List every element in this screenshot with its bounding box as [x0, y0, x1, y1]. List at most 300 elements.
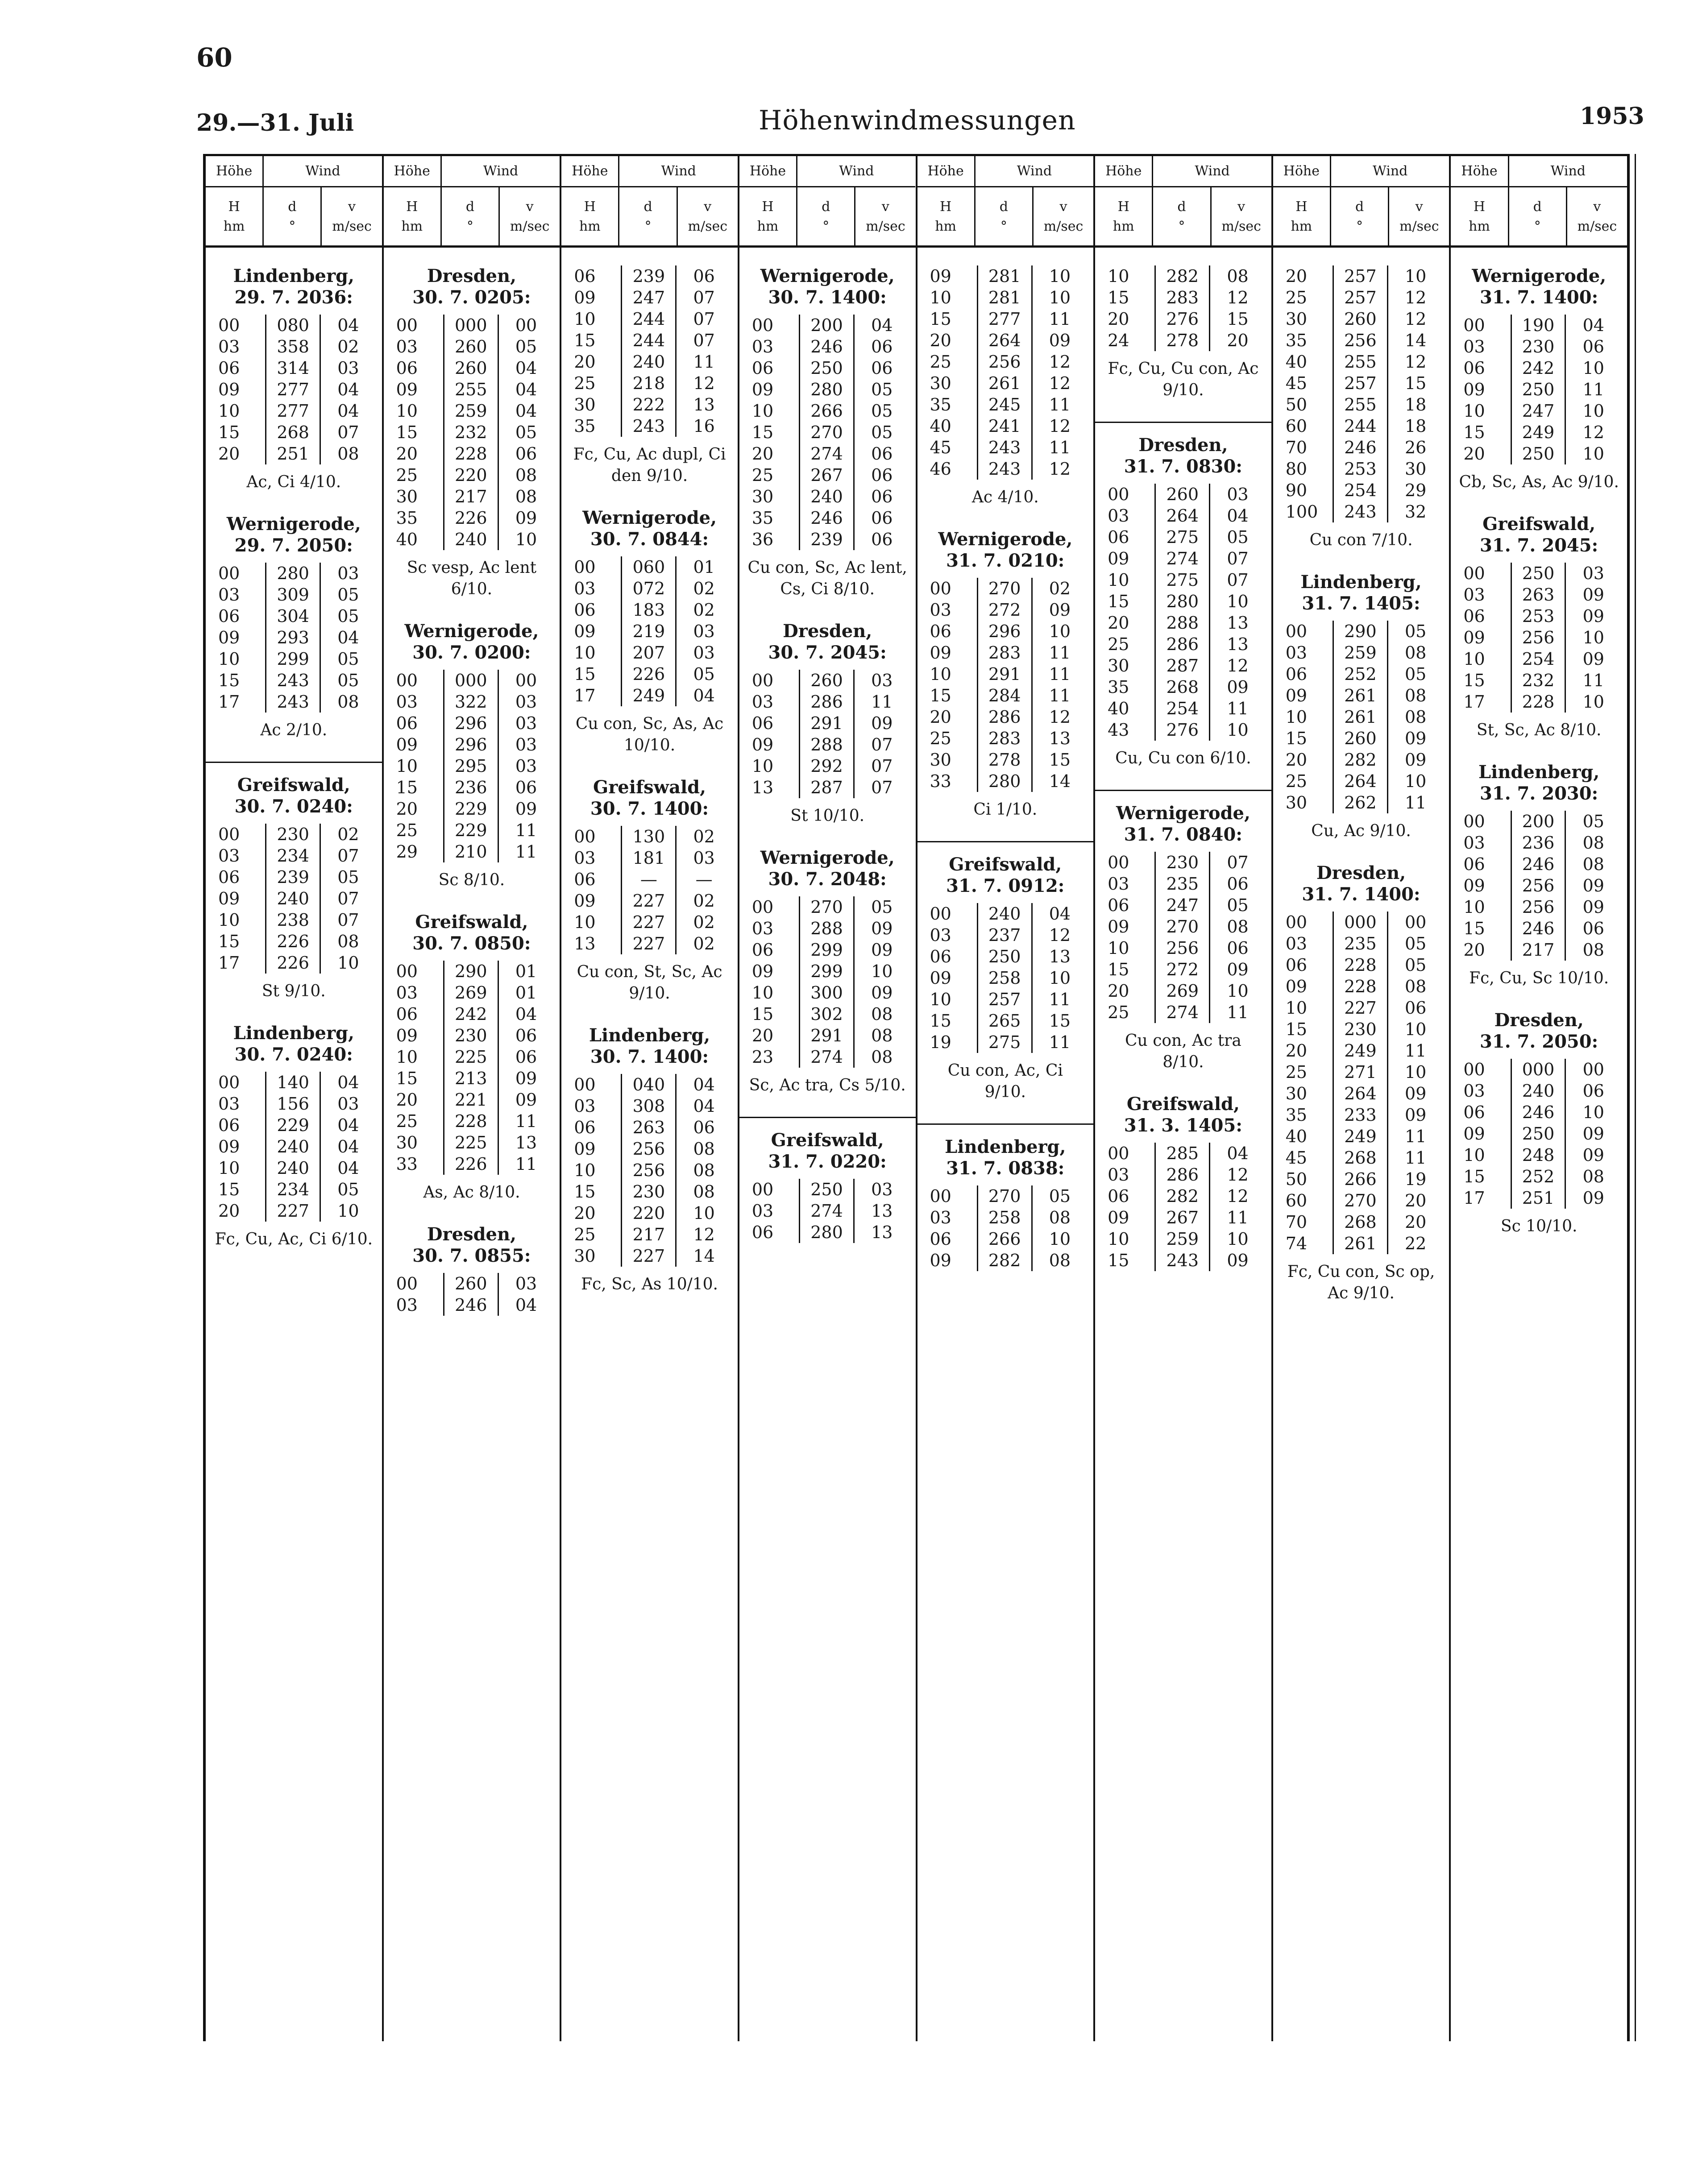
direction-value: 227	[1333, 997, 1388, 1019]
height-value: 10	[218, 649, 240, 669]
direction-value: 251	[1511, 1187, 1566, 1209]
observation-row	[212, 670, 376, 691]
observation-row	[212, 888, 376, 909]
direction-value: 220	[621, 1202, 677, 1224]
direction-value: 213	[443, 1068, 499, 1089]
observation-row	[924, 287, 1088, 308]
observation-row	[212, 1072, 376, 1093]
speed-value: 09	[1227, 1251, 1249, 1270]
observation-row	[1279, 1190, 1443, 1211]
speed-value: 06	[871, 530, 893, 549]
height-value: 00	[1463, 315, 1485, 335]
header-hoehe: Höhe	[1451, 156, 1509, 187]
column-header	[1273, 154, 1449, 248]
direction-value: 181	[621, 847, 677, 869]
observation-row	[390, 1068, 554, 1089]
speed-value: 11	[515, 842, 537, 862]
speed-value: 11	[1049, 309, 1071, 329]
observation-row	[568, 308, 731, 330]
observation-row	[924, 1207, 1088, 1228]
station-name: Greifswald,	[1126, 1094, 1240, 1115]
speed-value: 02	[693, 579, 715, 598]
height-value: 09	[751, 380, 774, 399]
column-header	[384, 154, 560, 248]
height-value: 09	[396, 1026, 418, 1045]
observation-row	[746, 777, 909, 798]
observation-row	[568, 351, 731, 373]
observation-row	[568, 1138, 731, 1160]
observation-row	[924, 1010, 1088, 1032]
speed-value: 20	[1404, 1212, 1427, 1232]
direction-value: 250	[799, 357, 855, 379]
cloud-note: Ac, Ci 4/10.	[246, 473, 341, 491]
cloud-note: Cu con, Ac tra 8/10.	[1125, 1032, 1241, 1071]
observation-row	[568, 912, 731, 933]
station-name: Greifswald,	[415, 912, 528, 932]
height-value: 25	[396, 465, 418, 485]
observation-row	[1279, 728, 1443, 749]
observation-row	[924, 1032, 1088, 1053]
height-value: 25	[1285, 1062, 1308, 1082]
header-h-unit: hm	[1291, 219, 1312, 234]
speed-value: 14	[693, 1246, 715, 1266]
height-value: 40	[1108, 699, 1129, 718]
height-value: 20	[396, 444, 418, 464]
speed-value: 06	[515, 778, 537, 797]
speed-value: 06	[871, 487, 893, 506]
height-value: 06	[930, 622, 951, 641]
speed-value: 06	[1227, 874, 1249, 894]
header-d-label: d	[1533, 199, 1542, 215]
direction-value: 295	[443, 755, 499, 777]
direction-value: 256	[621, 1138, 677, 1160]
observation-time: 30. 7. 2048:	[768, 869, 887, 890]
direction-value: 260	[443, 357, 499, 379]
station-name: Lindenberg,	[233, 265, 354, 286]
header-d-label: d	[643, 199, 652, 215]
speed-value: 03	[871, 1180, 893, 1199]
observation-row	[1457, 691, 1621, 713]
station-name: Lindenberg,	[945, 1136, 1066, 1157]
speed-value: 04	[1582, 315, 1604, 335]
speed-value: 11	[1404, 1041, 1427, 1061]
observation-row	[390, 507, 554, 529]
height-value: 03	[218, 1094, 240, 1114]
direction-value: 277	[265, 400, 321, 422]
observation-row	[746, 400, 909, 422]
observation-row	[568, 621, 731, 642]
height-value: 29	[396, 842, 418, 862]
station-block	[1457, 1010, 1621, 1237]
cloud-note: Cb, Sc, As, Ac 9/10.	[1459, 473, 1619, 491]
observation-row	[1457, 1123, 1621, 1144]
speed-value: 06	[871, 508, 893, 528]
header-wind: Wind	[797, 156, 915, 187]
speed-value: 14	[1049, 771, 1071, 791]
observation-row	[1457, 400, 1621, 422]
observation-row	[924, 599, 1088, 621]
direction-value: 256	[621, 1160, 677, 1181]
height-value: 25	[574, 373, 596, 393]
observation-row	[746, 1179, 909, 1200]
observation-row	[212, 1200, 376, 1222]
table-column-5	[918, 154, 1096, 2041]
speed-value: 02	[337, 337, 359, 356]
direction-value: 234	[265, 845, 321, 866]
speed-value: 13	[1227, 634, 1249, 654]
speed-value: 11	[515, 1154, 537, 1174]
direction-value: 230	[621, 1181, 677, 1202]
observation-row	[746, 315, 909, 336]
speed-value: 04	[337, 628, 359, 647]
height-value: 03	[574, 1096, 596, 1116]
speed-value: 08	[1404, 977, 1427, 996]
observation-row	[1101, 1002, 1265, 1023]
direction-value: 260	[443, 336, 499, 357]
header-d-unit: °	[1000, 219, 1007, 234]
observation-row	[1279, 373, 1443, 394]
height-value: 20	[396, 799, 418, 819]
observation-row	[746, 1200, 909, 1222]
height-value: 06	[1463, 1102, 1485, 1122]
height-value: 15	[1285, 1019, 1308, 1039]
direction-value: 227	[265, 1200, 321, 1222]
height-value: 15	[1463, 919, 1485, 938]
direction-value: 183	[621, 599, 677, 621]
observation-row	[212, 1136, 376, 1157]
direction-value: 255	[1333, 351, 1388, 373]
speed-value: 06	[1227, 938, 1249, 958]
header-d-deg	[1331, 187, 1389, 245]
direction-value: 232	[443, 422, 499, 443]
observation-time: 30. 7. 0240:	[234, 1044, 353, 1065]
height-value: 15	[218, 1180, 240, 1199]
direction-value: 276	[1154, 308, 1210, 330]
observation-row	[1457, 605, 1621, 627]
observation-row	[390, 670, 554, 691]
observation-row	[924, 642, 1088, 663]
height-value: 30	[930, 750, 951, 770]
direction-value: 255	[1333, 394, 1388, 415]
header-d-label: d	[999, 199, 1008, 215]
observation-row	[568, 663, 731, 685]
direction-value: 217	[1511, 939, 1566, 961]
direction-value: 228	[443, 443, 499, 464]
height-value: 09	[1108, 549, 1129, 568]
observation-row	[1279, 351, 1443, 373]
column-body	[206, 248, 382, 1250]
direction-value: 226	[443, 507, 499, 529]
height-value: 70	[1285, 1212, 1308, 1232]
speed-value: 05	[1582, 812, 1604, 831]
observation-row	[1457, 315, 1621, 336]
height-value: 30	[396, 487, 418, 506]
observation-time: 30. 7. 0844:	[590, 529, 709, 550]
observation-row	[1279, 1211, 1443, 1233]
height-value: 06	[574, 1118, 596, 1137]
observation-row	[1101, 505, 1265, 526]
height-value: 09	[574, 622, 596, 641]
direction-value: 281	[977, 265, 1033, 287]
direction-value: 282	[977, 1250, 1033, 1271]
height-value: 03	[751, 337, 774, 356]
height-value: 00	[1285, 912, 1308, 932]
height-value: 00	[218, 825, 240, 844]
header-hoehe: Höhe	[561, 156, 619, 187]
observation-row	[1457, 563, 1621, 584]
height-value: 35	[930, 395, 951, 414]
height-value: 10	[1108, 570, 1129, 590]
observation-row	[390, 464, 554, 486]
speed-value: 00	[1404, 912, 1427, 932]
direction-value: 253	[1333, 458, 1388, 480]
header-h-hm	[1273, 187, 1331, 245]
header-v-unit: m/sec	[1221, 219, 1261, 234]
speed-value: 10	[1227, 1229, 1249, 1249]
direction-value: 267	[799, 464, 855, 486]
observation-row	[1101, 676, 1265, 698]
station-block	[746, 621, 909, 827]
observation-row	[1279, 437, 1443, 458]
height-value: 06	[574, 870, 596, 889]
speed-value: 08	[1049, 1208, 1071, 1227]
observation-row	[212, 1157, 376, 1179]
height-value: 10	[1463, 401, 1485, 421]
page-number: 60	[196, 42, 232, 73]
observation-row	[746, 1222, 909, 1243]
speed-value: 12	[1049, 707, 1071, 727]
direction-value: 261	[1333, 1233, 1388, 1254]
direction-value: 266	[977, 1228, 1033, 1250]
direction-value: 263	[1511, 584, 1566, 605]
observation-row	[924, 685, 1088, 706]
speed-value: 08	[1404, 707, 1427, 727]
direction-value: 269	[443, 982, 499, 1003]
height-value: 20	[1108, 309, 1129, 329]
header-hoehe: Höhe	[739, 156, 797, 187]
direction-value: 254	[1333, 480, 1388, 501]
direction-value: 243	[265, 670, 321, 691]
station-name: Wernigerode,	[1116, 803, 1250, 824]
direction-value: 274	[799, 1046, 855, 1068]
observation-row	[924, 373, 1088, 394]
direction-value: 130	[621, 826, 677, 847]
speed-value: 07	[337, 889, 359, 908]
direction-value: 259	[1154, 1228, 1210, 1250]
speed-value: 08	[515, 487, 537, 506]
height-value: 03	[1108, 506, 1129, 526]
observation-row	[1279, 1083, 1443, 1104]
header-h-hm	[918, 187, 976, 245]
observation-row	[390, 1046, 554, 1068]
speed-value: 05	[515, 337, 537, 356]
speed-value: 06	[1582, 1081, 1604, 1101]
speed-value: 09	[515, 508, 537, 528]
direction-value: 296	[977, 621, 1033, 642]
speed-value: 10	[337, 1201, 359, 1221]
speed-value: 04	[337, 380, 359, 399]
height-value: 00	[1463, 564, 1485, 583]
header-v-label: v	[348, 199, 356, 215]
height-value: 06	[1463, 358, 1485, 378]
observation-time: 30. 7. 2045:	[768, 642, 887, 663]
observation-row	[924, 1250, 1088, 1271]
direction-value: 225	[443, 1046, 499, 1068]
header-h-label: H	[406, 199, 418, 215]
speed-value: 03	[515, 1274, 537, 1293]
header-v-msec	[322, 187, 382, 245]
observation-time: 31. 7. 0830:	[1124, 456, 1243, 477]
height-value: 45	[1285, 1148, 1308, 1168]
direction-value: 250	[1511, 1123, 1566, 1144]
direction-value: 240	[443, 529, 499, 550]
column-header	[1451, 154, 1627, 248]
header-d-unit: °	[644, 219, 652, 234]
station-name: Greifswald,	[237, 775, 350, 796]
direction-value: 256	[1511, 875, 1566, 896]
speed-value: 03	[515, 735, 537, 754]
direction-value: 210	[443, 841, 499, 862]
observation-row	[1457, 832, 1621, 854]
observation-row	[212, 866, 376, 888]
cloud-note: Cu, Cu con 6/10.	[1115, 749, 1251, 767]
station-name: Wernigerode,	[582, 507, 717, 528]
direction-value: 236	[443, 777, 499, 798]
speed-value: 09	[871, 940, 893, 960]
direction-value: 241	[977, 415, 1033, 437]
height-value: 20	[1108, 981, 1129, 1001]
column-body	[1095, 248, 1271, 1271]
station-block	[390, 621, 554, 891]
observation-row	[1279, 287, 1443, 308]
height-value: 10	[751, 983, 774, 1003]
direction-value: 256	[1511, 627, 1566, 648]
header-d-label: d	[288, 199, 297, 215]
height-value: 09	[218, 1137, 240, 1156]
direction-value: 230	[1511, 336, 1566, 357]
speed-value: 05	[1404, 934, 1427, 953]
speed-value: 06	[1582, 919, 1604, 938]
direction-value: 254	[1154, 698, 1210, 719]
speed-value: 10	[1582, 1102, 1604, 1122]
direction-value: 308	[621, 1095, 677, 1117]
cloud-note: Cu con, Ac, Ci 9/10.	[947, 1061, 1063, 1101]
speed-value: 18	[1404, 416, 1427, 436]
height-value: 06	[396, 358, 418, 378]
speed-value: 10	[1049, 266, 1071, 286]
observation-row	[1279, 997, 1443, 1019]
height-value: 17	[1463, 1188, 1485, 1208]
observation-row	[924, 1228, 1088, 1250]
speed-value: 11	[1404, 1148, 1427, 1168]
direction-value: 246	[799, 507, 855, 529]
observation-row	[1457, 648, 1621, 670]
speed-value: 12	[1227, 1186, 1249, 1206]
direction-value: 239	[799, 529, 855, 550]
direction-value: 290	[1333, 621, 1388, 642]
direction-value: 250	[799, 1179, 855, 1200]
observation-row	[924, 578, 1088, 599]
speed-value: 02	[693, 600, 715, 620]
height-value: 03	[218, 337, 240, 356]
height-value: 03	[1108, 1165, 1129, 1185]
direction-value: 358	[265, 336, 321, 357]
observation-row	[1101, 980, 1265, 1002]
speed-value: 03	[1227, 485, 1249, 504]
direction-value: 256	[1154, 937, 1210, 959]
observation-row	[746, 1003, 909, 1025]
observation-row	[390, 734, 554, 755]
speed-value: 09	[1582, 876, 1604, 895]
direction-value: 240	[977, 903, 1033, 924]
height-value: 03	[1285, 643, 1308, 663]
speed-value: 05	[337, 867, 359, 887]
speed-value: 07	[1227, 853, 1249, 872]
direction-value: 300	[799, 982, 855, 1003]
speed-value: 04	[693, 1075, 715, 1094]
cloud-note: Cu con, St, Sc, Ac 9/10.	[577, 963, 722, 1003]
station-name: Dresden,	[1138, 435, 1228, 456]
direction-value: 247	[1154, 895, 1210, 916]
table-column-7	[1273, 154, 1451, 2041]
observation-row	[568, 1181, 731, 1202]
header-d-unit: °	[466, 219, 473, 234]
height-value: 10	[1463, 1145, 1485, 1165]
height-value: 30	[1285, 309, 1308, 329]
cloud-note: Fc, Cu, Cu con, Ac 9/10.	[1108, 360, 1259, 399]
speed-value: 03	[515, 713, 537, 733]
observation-row	[568, 373, 731, 394]
direction-value: 276	[1154, 719, 1210, 741]
header-v-msec	[1034, 187, 1093, 245]
height-value: 10	[218, 401, 240, 421]
direction-value: 292	[799, 755, 855, 777]
direction-value: 314	[265, 357, 321, 379]
direction-value: —	[621, 869, 677, 890]
observation-row	[924, 308, 1088, 330]
height-value: 10	[574, 309, 596, 329]
speed-value: 07	[693, 309, 715, 329]
speed-value: 12	[1227, 656, 1249, 676]
observation-row	[746, 1046, 909, 1068]
direction-value: 250	[1511, 563, 1566, 584]
speed-value: 12	[1404, 288, 1427, 307]
cloud-note: Fc, Cu con, Sc op, Ac 9/10.	[1287, 1263, 1435, 1302]
direction-value: 264	[1154, 505, 1210, 526]
height-value: 15	[396, 778, 418, 797]
height-value: 30	[930, 373, 951, 393]
observation-row	[390, 798, 554, 820]
observation-row	[1101, 1164, 1265, 1185]
direction-value: 229	[443, 820, 499, 841]
observation-time: 31. 7. 2045:	[1480, 535, 1598, 556]
observation-row	[1279, 1233, 1443, 1254]
height-value: 00	[930, 1186, 951, 1206]
direction-value: 220	[443, 464, 499, 486]
speed-value: 04	[1227, 506, 1249, 526]
speed-value: 04	[337, 1158, 359, 1178]
speed-value: 10	[1582, 692, 1604, 712]
direction-value: 290	[443, 961, 499, 982]
speed-value: 09	[515, 799, 537, 819]
station-name: Greifswald,	[593, 777, 706, 798]
station-name: Wernigerode,	[938, 529, 1073, 550]
height-value: 00	[396, 1274, 418, 1293]
station-block	[1279, 265, 1443, 551]
observation-row	[1279, 771, 1443, 792]
observation-row	[1279, 1040, 1443, 1061]
direction-value: 275	[1154, 569, 1210, 591]
